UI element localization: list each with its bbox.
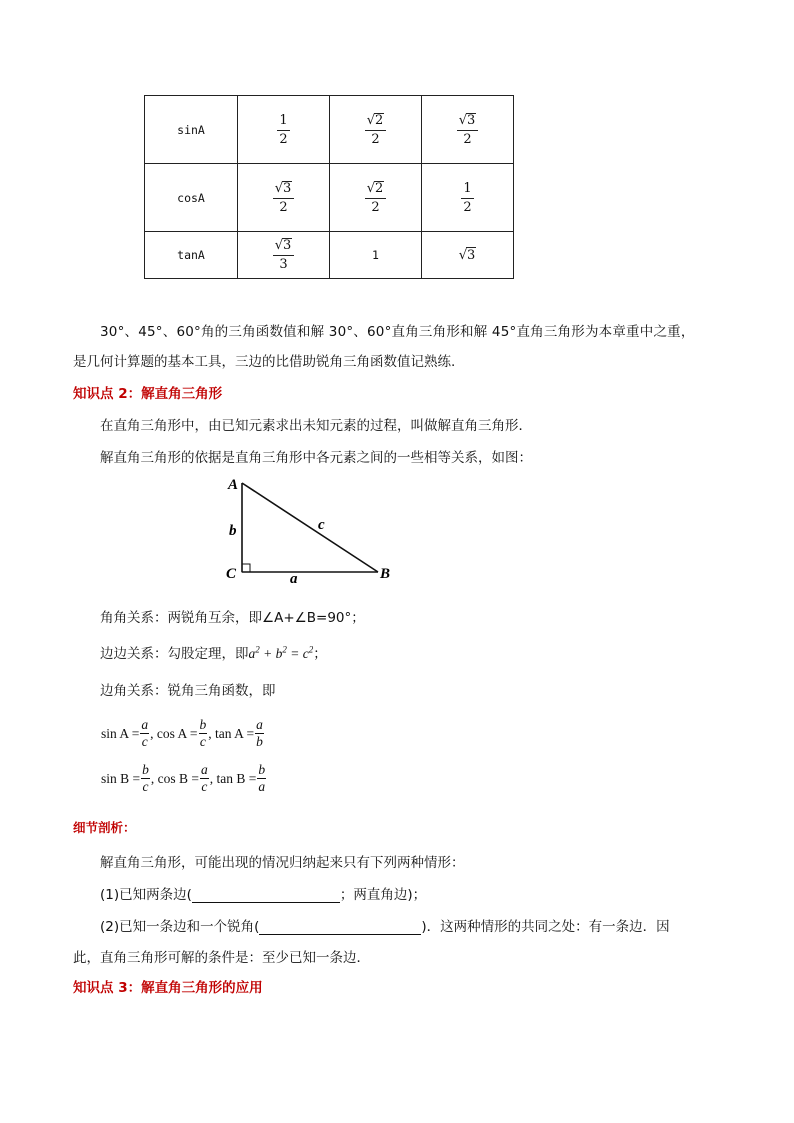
label-c: c	[318, 517, 325, 533]
side-c	[242, 483, 378, 572]
fill-blank[interactable]	[259, 918, 421, 935]
angle-relation: 角角关系：两锐角互余，即∠A+∠B=90°；	[100, 610, 365, 626]
section-heading: 知识点 3：解直角三角形的应用	[73, 980, 263, 996]
fraction: √ 3 3	[273, 238, 295, 271]
paragraph-line: 解直角三角形，可能出现的情况归纳起来只有下列两种情形：	[100, 855, 465, 871]
case-1: (1)已知两条边( ；两直角边)；	[100, 887, 427, 903]
angle-side-relation: 边角关系：锐角三角函数，即	[100, 683, 276, 699]
paragraph-line: 解直角三角形的依据是直角三角形中各元素之间的一些相等关系，如图：	[100, 450, 532, 466]
label-a: a	[290, 571, 298, 584]
fraction: $\frac{1}{2}$	[463, 180, 472, 215]
right-triangle-figure	[220, 472, 400, 584]
table-row	[145, 164, 514, 232]
paragraph-line: 此，直角三角形可解的条件是：至少已知一条边．	[73, 950, 370, 966]
side-relation: 边边关系：勾股定理，即$a^2 + b^2 = c^2$；	[100, 644, 327, 662]
table-row	[145, 96, 514, 164]
sqrt-symbol: √ 3	[458, 248, 476, 263]
paragraph-line: 是几何计算题的基本工具，三边的比借助锐角三角函数值记熟练.	[73, 354, 456, 370]
right-angle-mark	[242, 564, 250, 572]
table-row: tanA √ 3 3 1 √ 3	[145, 232, 514, 279]
fraction: √ 3 2	[457, 113, 479, 146]
sqrt-symbol: √ 3	[274, 238, 292, 254]
sqrt-symbol: √ 2	[366, 112, 384, 128]
sqrt-symbol: √ 3	[458, 112, 476, 128]
trig-value-table	[144, 95, 514, 279]
fraction: √ 3 2	[273, 181, 295, 214]
row-label: sinA	[145, 96, 238, 164]
fill-blank[interactable]	[192, 886, 340, 903]
row-label: cosA	[145, 164, 238, 232]
section-heading: 知识点 2：解直角三角形	[73, 386, 223, 402]
fraction: √ 2 2	[365, 113, 387, 146]
vertex-A: A	[228, 477, 239, 493]
fraction: √ 2 2	[365, 181, 387, 214]
vertex-B: B	[380, 566, 391, 582]
formula-row-A: sin A = $\frac{a}{c}$ , cos A = $\frac{b}{c}$ , tan A = $\frac{a}{b}$	[101, 717, 263, 749]
label-b: b	[229, 523, 237, 539]
sqrt-symbol: √ 2	[366, 180, 384, 196]
formula-row-B: sin B = $\frac{b}{c}$ , cos B = $\frac{a}{c}$ , tan B = $\frac{b}{a}$	[101, 762, 266, 794]
vertex-C: C	[226, 566, 237, 582]
fraction: $\frac{1}{2}$	[279, 112, 288, 147]
sqrt-symbol: √ 3	[274, 180, 292, 196]
row-label: tanA	[145, 232, 238, 279]
detail-heading: 细节剖析：	[73, 820, 136, 835]
case-2: (2)已知一条边和一个锐角( )．这两种情形的共同之处：有一条边．因	[100, 919, 670, 935]
paragraph-line: 在直角三角形中，由已知元素求出未知元素的过程，叫做解直角三角形．	[100, 418, 532, 434]
paragraph-line: 30°、45°、60°角的三角函数值和解 30°、60°直角三角形和解 45°直角三角形为本章重中之重，	[100, 324, 695, 340]
